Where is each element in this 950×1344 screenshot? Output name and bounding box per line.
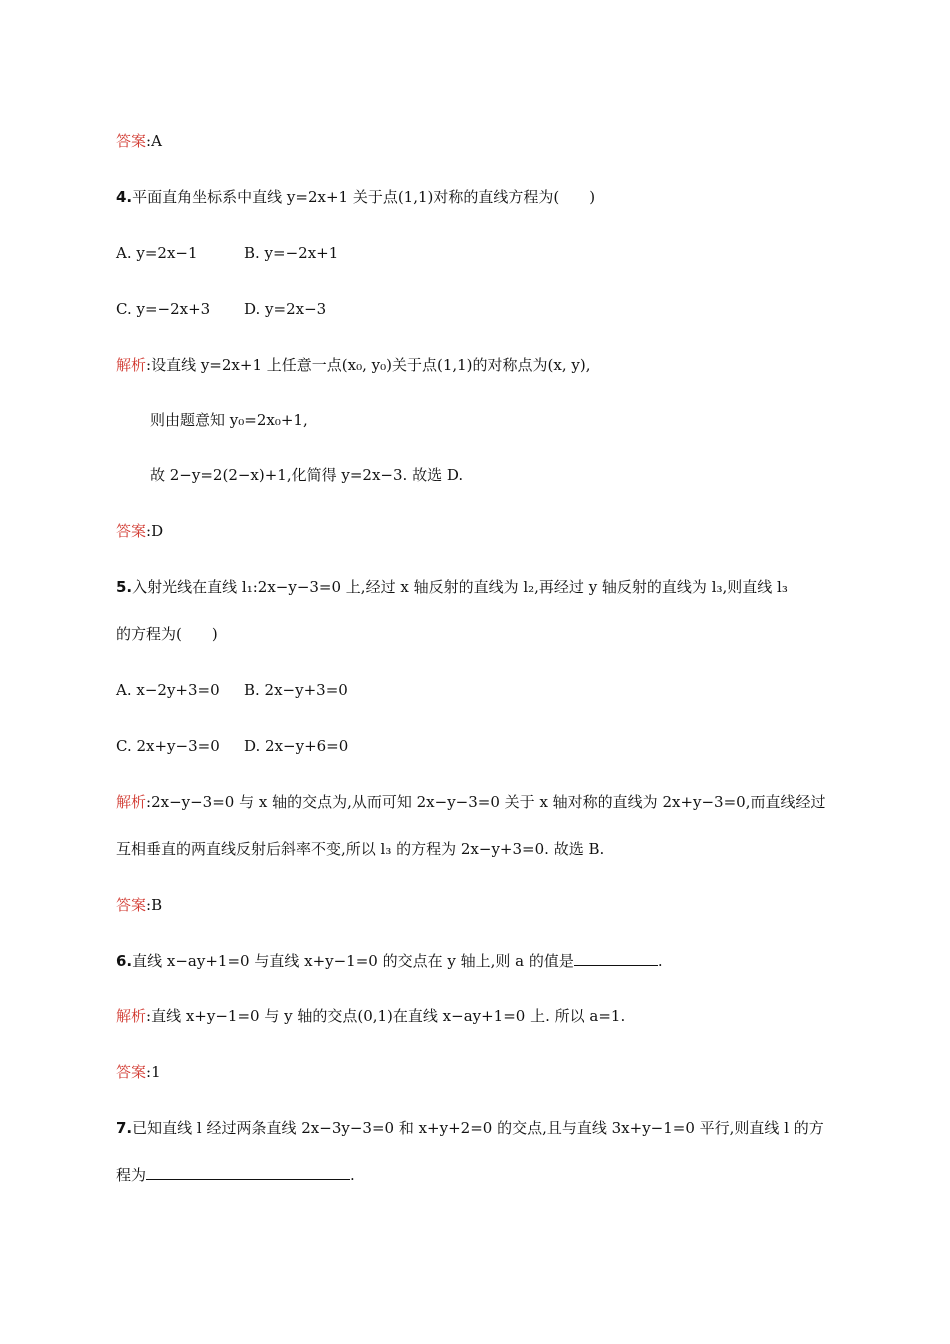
answer-blank[interactable] <box>146 1165 350 1180</box>
answer-label: 答案 <box>116 1063 147 1081</box>
question-5-analysis-line-2: 互相垂直的两直线反射后斜率不变,所以 l₃ 的方程为 2x−y+3=0. 故选 B. <box>116 840 605 858</box>
option-c: C. 2x+y−3=0 <box>116 737 220 755</box>
question-7-stem-line-2 <box>116 1165 355 1185</box>
question-4-analysis <box>116 355 590 375</box>
answer-line-q6 <box>116 1062 161 1082</box>
question-number: 7. <box>116 1119 133 1137</box>
answer-label: 答案 <box>116 132 147 150</box>
question-number: 6. <box>116 952 133 970</box>
analysis-label: 解析 <box>116 793 147 811</box>
question-text: 直线 x−ay+1=0 与直线 x+y−1=0 的交点在 y 轴上,则 a 的值是 <box>132 952 574 970</box>
option-b: B. y=−2x+1 <box>244 244 339 262</box>
question-text: 程为 <box>116 1166 147 1184</box>
question-5-stem-line-2: 的方程为( ) <box>116 625 218 643</box>
question-text: 入射光线在直线 l₁:2x−y−3=0 上,经过 x 轴反射的直线为 l₂,再经过 y 轴反射的直线为 l₃,则直线 l₃ <box>132 578 788 596</box>
question-6-stem <box>116 951 663 971</box>
answer-value: :D <box>146 522 164 540</box>
answer-blank[interactable] <box>574 951 658 966</box>
option-d: D. y=2x−3 <box>244 300 327 318</box>
question-4-analysis-line-3: 故 2−y=2(2−x)+1,化简得 y=2x−3. 故选 D. <box>150 466 464 484</box>
answer-value: :1 <box>146 1063 161 1081</box>
option-d: D. 2x−y+6=0 <box>244 737 349 755</box>
question-6-analysis <box>116 1006 625 1026</box>
analysis-label: 解析 <box>116 1007 147 1025</box>
question-4-options-row-2 <box>116 299 327 319</box>
analysis-label: 解析 <box>116 356 147 374</box>
option-a: A. x−2y+3=0 <box>116 681 220 699</box>
question-number: 5. <box>116 578 133 596</box>
question-4-options-row-1 <box>116 243 339 263</box>
question-text: 已知直线 l 经过两条直线 2x−3y−3=0 和 x+y+2=0 的交点,且与直线 3x+y−1=0 平行,则直线 l 的方 <box>132 1119 824 1137</box>
question-text: 平面直角坐标系中直线 y=2x+1 关于点(1,1)对称的直线方程为( ) <box>132 188 596 206</box>
answer-label: 答案 <box>116 896 147 914</box>
answer-line-q4 <box>116 521 163 541</box>
question-5-analysis <box>116 792 825 812</box>
question-7-stem <box>116 1118 824 1138</box>
answer-label: 答案 <box>116 522 147 540</box>
analysis-text: :2x−y−3=0 与 x 轴的交点为,从而可知 2x−y−3=0 关于 x 轴对称的直线为 2x+y−3=0,而直线经过 <box>146 793 826 811</box>
analysis-text: :直线 x+y−1=0 与 y 轴的交点(0,1)在直线 x−ay+1=0 上. 所以 a=1. <box>146 1007 626 1025</box>
question-5-stem <box>116 577 788 597</box>
answer-value: :B <box>146 896 163 914</box>
question-4-analysis-line-2: 则由题意知 y₀=2x₀+1, <box>150 411 308 429</box>
question-end: . <box>350 1166 355 1184</box>
option-c: C. y=−2x+3 <box>116 300 211 318</box>
question-end: . <box>657 952 663 970</box>
question-5-options-row-1 <box>116 680 348 700</box>
option-b: B. 2x−y+3=0 <box>244 681 348 699</box>
option-a: A. y=2x−1 <box>116 244 198 262</box>
question-number: 4. <box>116 188 133 206</box>
answer-line-q3 <box>116 131 162 151</box>
question-5-options-row-2 <box>116 736 349 756</box>
answer-line-q5 <box>116 895 162 915</box>
answer-value: :A <box>146 132 162 150</box>
question-4-stem <box>116 187 595 207</box>
analysis-text: :设直线 y=2x+1 上任意一点(x₀, y₀)关于点(1,1)的对称点为(x, y), <box>146 356 591 374</box>
